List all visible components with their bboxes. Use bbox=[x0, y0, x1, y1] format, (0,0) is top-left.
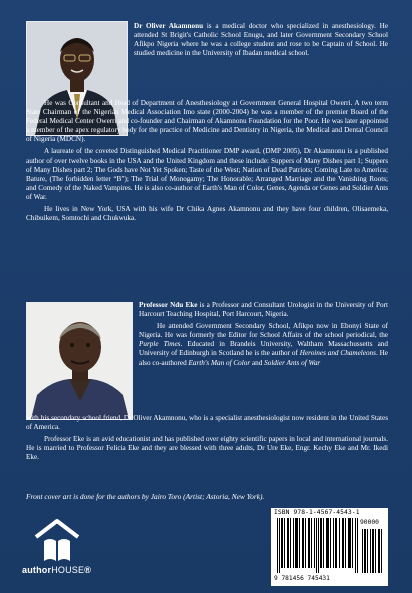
book-title: Purple Times bbox=[139, 340, 181, 349]
addon-barcode-bars bbox=[362, 529, 384, 573]
price-code: 90000 bbox=[360, 519, 379, 526]
author2-intro: is a Professor and Consultant Urologist in the University of Port Harcourt Teaching Hospital, Port Harcourt, Nigeria. bbox=[139, 301, 388, 319]
isbn-label: ISBN 978-1-4567-4543-1 bbox=[274, 509, 360, 516]
book-title: Soldier Ants of War bbox=[264, 358, 321, 367]
author1-name: Dr Oliver Akamnonu bbox=[134, 22, 204, 30]
publisher-name: authorHOUSE® bbox=[22, 565, 92, 575]
author1-para-2: He was Consultant and Head of Department of Anesthesiology at Government General Hospital Owerri. A two term State Chairman of the Nigerian Medical Association Imo state (2000-2004) he was a member of the premier Board of the Federal Medical Center Owerri and co-founder and Chairman of Akamnonu Foundation for the Poor. He was later appointed a member of the apex regulatory body for the practice of Medicine and Dentistry in Nigeria, the Medical and Dental Council of Nigeria (MDCN). bbox=[26, 99, 388, 144]
author2-para-3: Professor Eke is an avid educationist and has published over eighty scientific papers in local and international journals. He is married to Professor Felicia Eke and they are blessed with three adults, Dr Ure Eke, Engr. Kechy Eke and Mr. Ikedi Eke. bbox=[26, 435, 388, 462]
author2-bio-top bbox=[139, 301, 388, 368]
book-title: Earth's Man of Color bbox=[188, 358, 251, 367]
author2-para-2-end: with his secondary school friend, Dr Oliver Akamnonu, who is a specialist anesthesiologist now resident in the United States of America. bbox=[26, 414, 388, 432]
author2-photo bbox=[26, 302, 133, 420]
author1-intro: is a medical doctor who specialized in anesthesiology. He attended St Brigit's Catholic School Enugu, and later Government Secondary School Afikpo Nigeria where he was a college student and rose to be Captain of School. He studied medicine in the University of Ibadan medical school. bbox=[134, 22, 389, 58]
barcode-number: 9 781456 745431 bbox=[274, 575, 330, 582]
isbn-barcode bbox=[271, 508, 388, 586]
author1-bio-rest bbox=[26, 99, 388, 223]
barcode-bars bbox=[277, 518, 359, 573]
cover-art-credit: Front cover art is done for the authors by Jairo Toro (Artist; Astoria, New York). bbox=[26, 492, 265, 501]
author2-name: Professor Ndu Eke bbox=[139, 301, 198, 309]
author2-bio-rest bbox=[26, 414, 388, 462]
author1-para-4: He lives in New York, USA with his wife Dr Chika Agnes Akamnonu and they have four children, Olisaemeka, Chibuikem, Somtochi and Chukwuka. bbox=[26, 205, 388, 223]
book-title: Heroines and Chameleons bbox=[299, 349, 376, 358]
author1-para-3: A laureate of the coveted Distinguished Medical Practitioner DMP award, (DMP 2005), Dr Akamnonu is a published author of over twelve books in the USA and the United Kingdom and these include: Suppers of Many Dishes part 1; Suppers of Many Dishes part 2; The Gods have Not Yet Spoken; Taste of the West; Nation of Dead Patriots; Coming Late to America; Bature, (The forbidden letter “B”); The Trial of Monogamy; The Honorable; Arranged Marriage and the Vanishing Roots; and Comedy of the Naked Vampires. He is also co-author of Earth's Man of Color, Genes, Agenda or Genes and Soldier Ants of War. bbox=[26, 147, 388, 201]
author2-para-2: He attended Government Secondary School, Afikpo now in Ebonyi State of Nigeria. He was formerly the Editor for School Affairs of the school periodical, the Purple Times. Educated in Brandeis University, Waltham Massachussetts and University of Edinburgh in Scotland he is the author of Heroines and Chameleons. He also co-authored Earth's Man of Color and Soldier Ants of War bbox=[139, 322, 388, 367]
author1-bio-top bbox=[134, 22, 388, 58]
